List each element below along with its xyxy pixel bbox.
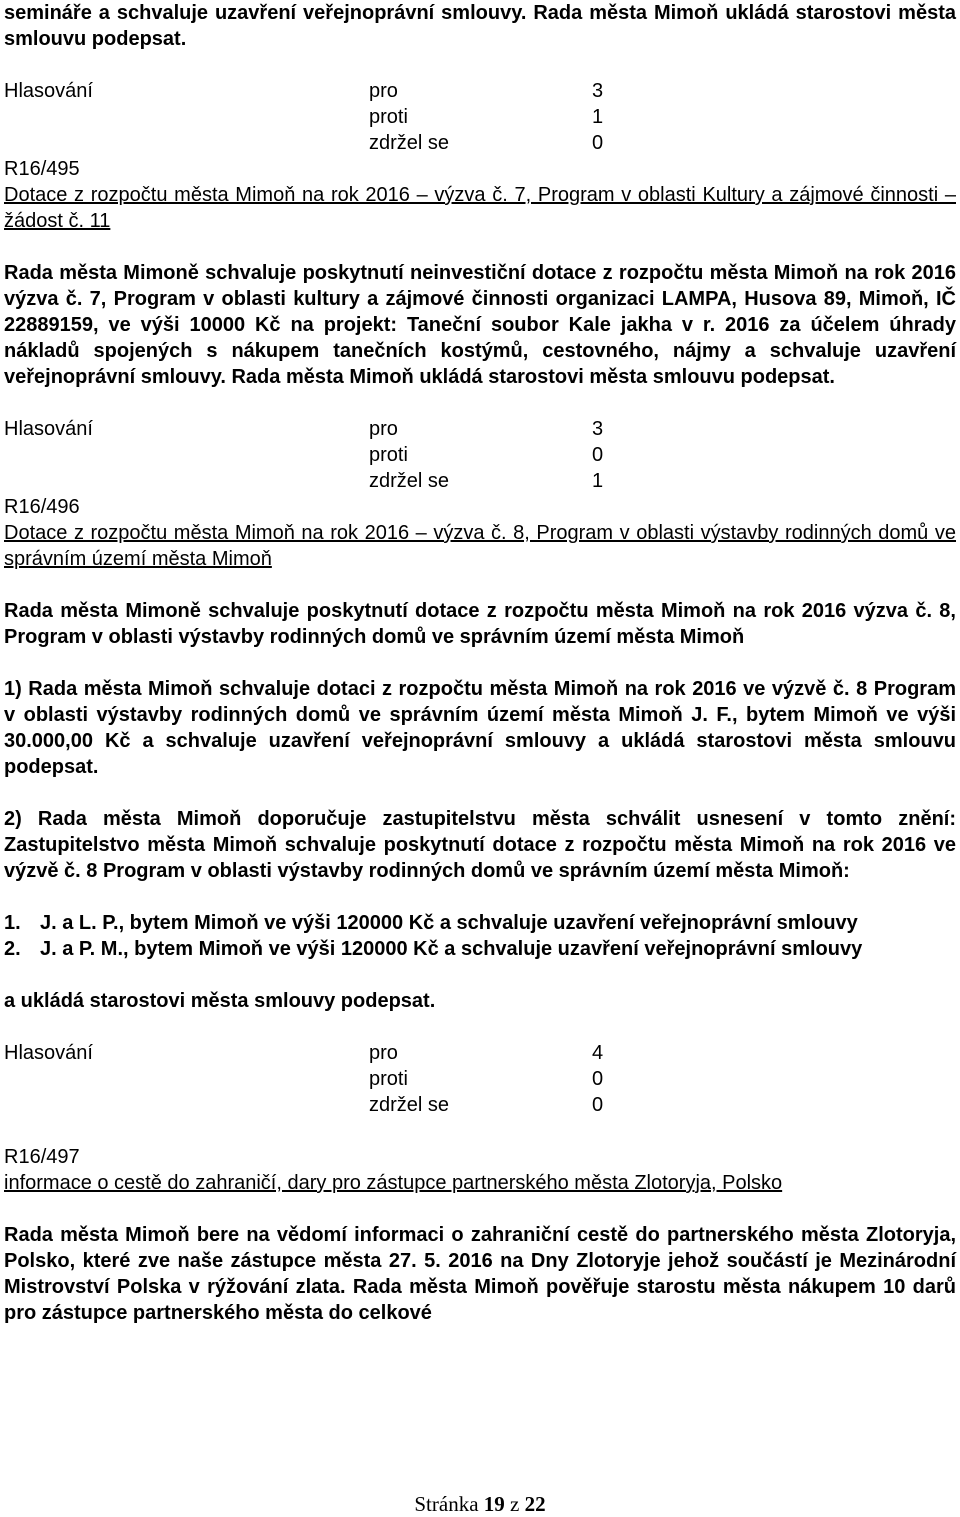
vote-count: 3 — [592, 80, 604, 102]
vote-block — [4, 78, 956, 156]
intro-paragraph: semináře a schvaluje uzavření veřejnoprávní smlouvy. Rada města Mimoň ukládá starostovi města smlouvu podepsat. — [4, 2, 956, 50]
resolution-title: informace o cestě do zahraničí, dary pro zástupce partnerského města Zlotoryja, Polsko — [4, 1172, 783, 1194]
resolution-point-1: 1) Rada města Mimoň schvaluje dotaci z rozpočtu města Mimoň na rok 2016 ve výzvě č. 8 Program v oblasti výstavby rodinných domů ve správním území města Mimoň J. F., bytem Mimoň ve výši 30.000,00 Kč a schvaluje uzavření veřejnoprávní smlouvy a ukládá starostovi města smlouvu podepsat. — [4, 678, 956, 778]
vote-count: 3 — [592, 418, 604, 440]
vote-label: Hlasování — [4, 80, 93, 102]
vote-label: Hlasování — [4, 418, 93, 440]
footer-page-total: 22 — [524, 1492, 546, 1516]
resolution-point-2: 2) Rada města Mimoň doporučuje zastupitelstvu města schválit usnesení v tomto znění: Zastupitelstvo města Mimoň schvaluje poskytnutí dotace z rozpočtu města Mimoň na rok 2016 ve výzvě č. 8 Program v oblasti výstavby rodinných domů ve správním území města Mimoň: — [4, 808, 956, 882]
resolution-text: Rada města Mimoně schvaluje poskytnutí dotace z rozpočtu města Mimoň na rok 2016 výzva č. 8, Program v oblasti výstavby rodinných domů ve správním území města Mimoň — [4, 600, 956, 648]
vote-count: 0 — [592, 1068, 604, 1090]
vote-option: pro — [369, 80, 398, 102]
vote-option: proti — [369, 444, 408, 466]
resolution-closing: a ukládá starostovi města smlouvy podepsat. — [4, 990, 436, 1012]
resolution-text: Rada města Mimoně schvaluje poskytnutí neinvestiční dotace z rozpočtu města Mimoň na rok 2016 výzva č. 7, Program v oblasti kultury a zájmové činnosti organizaci LAMPA, Husova 89, Mimoň, IČ 22889159, ve výši 10000 Kč na projekt: Taneční soubor Kale jakha v r. 2016 za účelem úhrady nákladů spojených s nákupem tanečních kostýmů, cestovného, nájmy a schvaluje uzavření veřejnoprávní smlouvy. Rada města Mimoň ukládá starostovi města smlouvu podepsat. — [4, 262, 956, 388]
vote-option: proti — [369, 106, 408, 128]
vote-option: zdržel se — [369, 470, 450, 492]
list-item — [4, 936, 956, 962]
resolution-number: R16/497 — [4, 1146, 80, 1168]
list-item-number: 1. — [4, 912, 21, 934]
vote-count: 0 — [592, 132, 604, 154]
list-item-text: J. a L. P., bytem Mimoň ve výši 120000 Kč a schvaluje uzavření veřejnoprávní smlouvy — [40, 912, 858, 934]
footer-prefix: Stránka — [414, 1492, 479, 1516]
resolution-number: R16/495 — [4, 158, 80, 180]
resolution-title: Dotace z rozpočtu města Mimoň na rok 2016 – výzva č. 7, Program v oblasti Kultury a zájmové činnosti – žádost č. 11 — [4, 184, 956, 232]
page-footer — [0, 1491, 960, 1517]
footer-page-number: 19 — [483, 1492, 505, 1516]
resolution-title: Dotace z rozpočtu města Mimoň na rok 2016 – výzva č. 8, Program v oblasti výstavby rodinných domů ve správním území města Mimoň — [4, 522, 956, 570]
vote-count: 0 — [592, 1094, 604, 1116]
list-item-number: 2. — [4, 938, 21, 960]
list-item — [4, 910, 956, 936]
vote-label: Hlasování — [4, 1042, 93, 1064]
vote-option: zdržel se — [369, 1094, 450, 1116]
vote-option: pro — [369, 1042, 398, 1064]
vote-count: 1 — [592, 470, 604, 492]
vote-count: 1 — [592, 106, 604, 128]
vote-block — [4, 416, 956, 494]
document-page — [4, 0, 956, 1326]
vote-option: zdržel se — [369, 132, 450, 154]
vote-option: pro — [369, 418, 398, 440]
footer-separator: z — [510, 1492, 520, 1516]
vote-count: 4 — [592, 1042, 604, 1064]
vote-option: proti — [369, 1068, 408, 1090]
list-item-text: J. a P. M., bytem Mimoň ve výši 120000 Kč a schvaluje uzavření veřejnoprávní smlouvy — [40, 938, 863, 960]
resolution-number: R16/496 — [4, 496, 80, 518]
resolution-text: Rada města Mimoň bere na vědomí informaci o zahraniční cestě do partnerského města Zlotoryja, Polsko, které zve naše zástupce města 27. 5. 2016 na Dny Zlotoryje jehož součástí je Mezinárodní Mistrovství Polska v rýžování zlata. Rada města Mimoň pověřuje starostu města nákupem 10 darů pro zástupce partnerského města do celkové — [4, 1224, 956, 1324]
vote-count: 0 — [592, 444, 604, 466]
vote-block — [4, 1040, 956, 1118]
